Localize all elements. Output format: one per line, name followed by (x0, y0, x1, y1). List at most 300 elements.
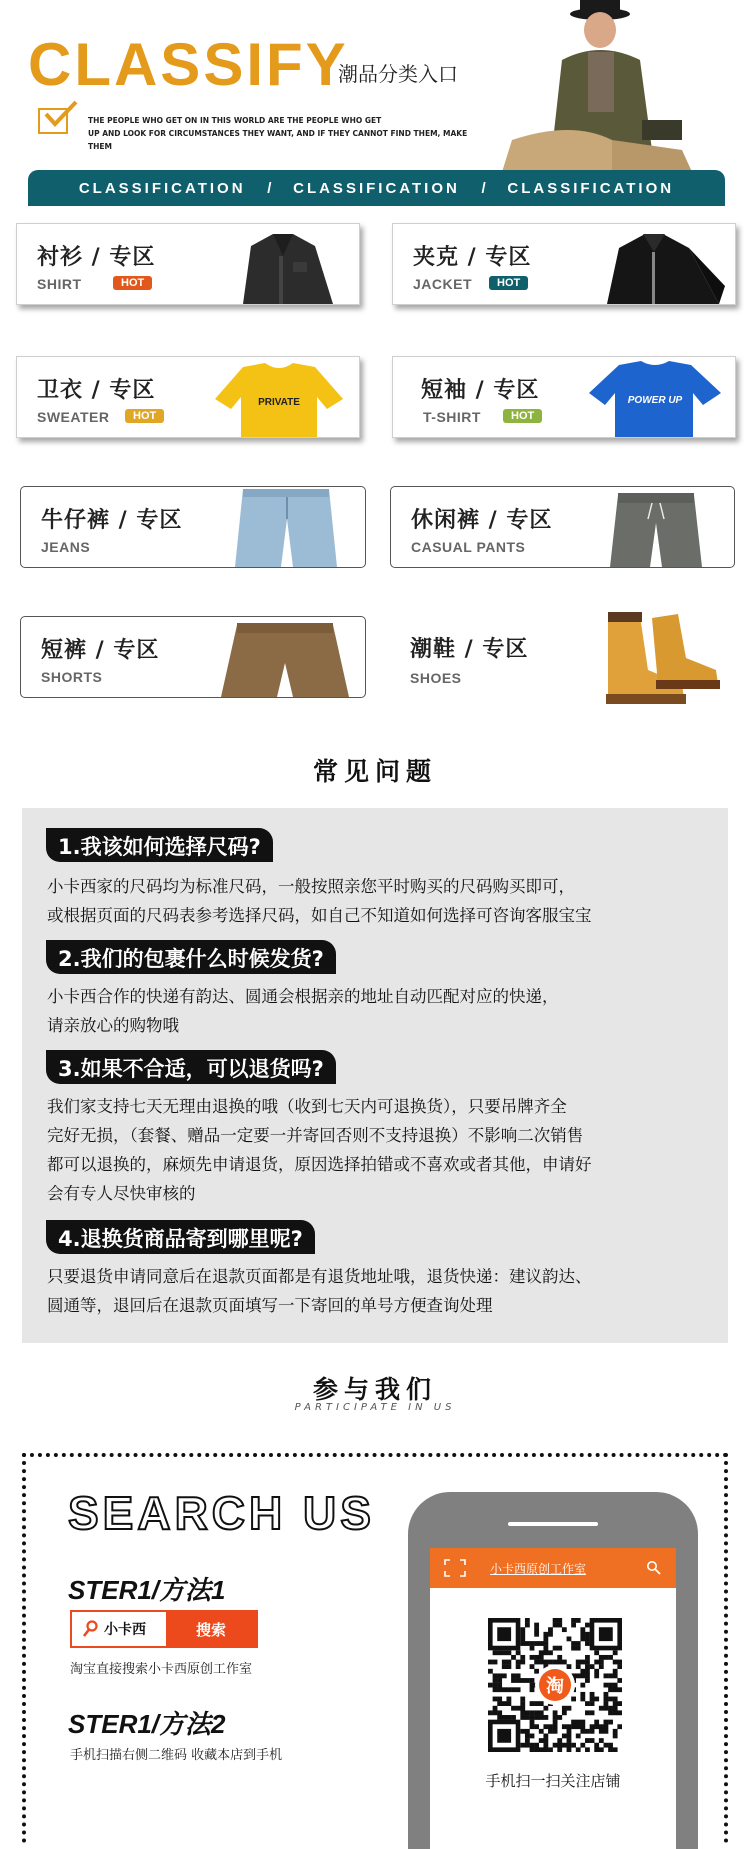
qr-module (608, 1697, 613, 1702)
qr-module (534, 1623, 539, 1628)
category-jacket[interactable] (392, 223, 736, 305)
qr-module (590, 1729, 595, 1734)
answer-line: 只要退货申请同意后在退款页面都是有退货地址哦，退货快递：建议韵达、 (47, 1267, 592, 1286)
qr-module (520, 1678, 525, 1683)
qr-module (497, 1650, 502, 1655)
qr-module (617, 1678, 622, 1683)
qr-module (557, 1655, 562, 1660)
qr-module (548, 1650, 553, 1655)
qr-module (562, 1627, 567, 1632)
qr-module (543, 1706, 548, 1711)
search-input[interactable] (72, 1612, 166, 1646)
qr-module (613, 1673, 618, 1678)
qr-module (608, 1720, 613, 1725)
qr-module (562, 1724, 567, 1729)
qr-module (576, 1618, 581, 1623)
slogan-line-2: UP AND LOOK FOR CIRCUMSTANCES THEY WANT, AND IF THEY CANNOT FIND THEM, MAKE THEM (88, 129, 468, 151)
qr-module (571, 1743, 576, 1748)
qr-module (497, 1678, 502, 1683)
qr-module (530, 1664, 535, 1669)
phone-mockup (408, 1492, 698, 1849)
qr-module (525, 1710, 530, 1715)
qr-module (543, 1715, 548, 1720)
qr-module (608, 1655, 613, 1660)
taobao-search-bar[interactable] (70, 1610, 258, 1648)
step1-label: STER1/方法1 (68, 1575, 226, 1605)
qr-module (576, 1747, 581, 1752)
qr-module (534, 1632, 539, 1637)
qr-module (580, 1636, 585, 1641)
qr-module (576, 1664, 581, 1669)
qr-module (576, 1720, 581, 1725)
qr-module (539, 1710, 544, 1715)
qr-module (585, 1664, 590, 1669)
qr-module (506, 1664, 511, 1669)
qr-module (520, 1627, 525, 1632)
qr-module (608, 1747, 613, 1752)
qr-module (585, 1701, 590, 1706)
category-title: 潮鞋 / 专区 (410, 637, 529, 662)
qr-module (543, 1743, 548, 1748)
hot-badge: HOT (113, 276, 152, 290)
qr-module (585, 1729, 590, 1734)
qr-module (525, 1623, 530, 1628)
qr-module (553, 1715, 558, 1720)
qr-module (543, 1734, 548, 1739)
qr-module (613, 1669, 618, 1674)
qr-module (511, 1673, 516, 1678)
qr-code[interactable] (488, 1618, 622, 1752)
casual-pants-image (578, 489, 728, 567)
qr-module (511, 1678, 516, 1683)
qr-module (534, 1724, 539, 1729)
taobao-logo-text: 淘 (546, 1676, 564, 1697)
qr-module (585, 1660, 590, 1665)
qr-module (525, 1738, 530, 1743)
category-en: JACKET (413, 276, 473, 292)
qr-module (497, 1701, 502, 1706)
qr-module (580, 1729, 585, 1734)
qr-module (599, 1729, 604, 1734)
qr-module (543, 1724, 548, 1729)
qr-module (571, 1618, 576, 1623)
qr-module (539, 1715, 544, 1720)
faq-question-1: 1.我该如何选择尺码? (46, 828, 273, 862)
qr-module (493, 1687, 498, 1692)
qr-module (516, 1673, 521, 1678)
qr-module (502, 1650, 507, 1655)
qr-module (580, 1692, 585, 1697)
qr-module (506, 1715, 511, 1720)
qr-module (493, 1683, 498, 1688)
jeans-image (209, 489, 359, 567)
qr-module (525, 1743, 530, 1748)
qr-module (543, 1641, 548, 1646)
qr-module (604, 1706, 609, 1711)
category-jeans[interactable] (20, 486, 366, 568)
qr-module (604, 1724, 609, 1729)
qr-module (520, 1706, 525, 1711)
qr-module (497, 1697, 502, 1702)
category-casual-pants[interactable] (390, 486, 735, 568)
qr-module (594, 1660, 599, 1665)
qr-module (506, 1660, 511, 1665)
qr-module (594, 1697, 599, 1702)
qr-module (613, 1687, 618, 1692)
qr-module (516, 1706, 521, 1711)
qr-module (585, 1632, 590, 1637)
qr-module (525, 1678, 530, 1683)
qr-module (534, 1641, 539, 1646)
qr-module (502, 1687, 507, 1692)
qr-module (548, 1729, 553, 1734)
faq-title: 常见问题 (312, 757, 437, 786)
participate-title: 参与我们 (312, 1375, 437, 1404)
category-title: 衬衫 / 专区 (37, 245, 156, 270)
qr-module (520, 1729, 525, 1734)
qr-module (580, 1720, 585, 1725)
bar-slash-2: / (481, 179, 486, 197)
qr-module (516, 1664, 521, 1669)
slogan-line-1: THE PEOPLE WHO GET ON IN THIS WORLD ARE THE PEOPLE WHO GET (88, 116, 382, 125)
faq-panel (22, 808, 728, 1343)
qr-module (571, 1641, 576, 1646)
participate-subtitle: PARTICIPATE IN US (294, 1402, 456, 1413)
qr-module (613, 1747, 618, 1752)
qr-module (520, 1660, 525, 1665)
qr-module (576, 1646, 581, 1651)
qr-module (604, 1720, 609, 1725)
qr-module (585, 1669, 590, 1674)
qr-module (502, 1664, 507, 1669)
qr-module (571, 1724, 576, 1729)
qr-module (525, 1715, 530, 1720)
step2-note: 手机扫描右侧二维码 收藏本店到手机 (70, 1748, 283, 1763)
qr-module (557, 1618, 562, 1623)
qr-module (590, 1692, 595, 1697)
qr-module (539, 1729, 544, 1734)
category-title: 短裤 / 专区 (41, 638, 160, 663)
qr-module (617, 1664, 622, 1669)
qr-module (580, 1632, 585, 1637)
qr-module (516, 1650, 521, 1655)
qr-module (562, 1710, 567, 1715)
faq-answer-1 (47, 872, 727, 930)
qr-module (608, 1687, 613, 1692)
shorts-image (209, 619, 359, 697)
qr-module (520, 1632, 525, 1637)
search-icon[interactable] (646, 1560, 662, 1576)
qr-module (604, 1743, 609, 1748)
category-tshirt[interactable] (392, 356, 736, 438)
qr-module (613, 1706, 618, 1711)
qr-module (530, 1747, 535, 1752)
qr-module (567, 1738, 572, 1743)
qr-module (539, 1641, 544, 1646)
qr-module (530, 1743, 535, 1748)
answer-line: 请亲放心的购物哦 (47, 1016, 179, 1035)
qr-module (590, 1664, 595, 1669)
qr-module (553, 1743, 558, 1748)
qr-module (511, 1655, 516, 1660)
qr-module (493, 1650, 498, 1655)
qr-module (530, 1701, 535, 1706)
qr-module (553, 1724, 558, 1729)
qr-module (594, 1669, 599, 1674)
answer-line: 小卡西合作的快递有韵达、圆通会根据亲的地址自动匹配对应的快递， (47, 987, 559, 1006)
qr-module (613, 1729, 618, 1734)
qr-module (562, 1706, 567, 1711)
phone-shop-name: 小卡西原创工作室 (490, 1561, 587, 1576)
qr-module (530, 1641, 535, 1646)
qr-module (548, 1724, 553, 1729)
qr-module (520, 1655, 525, 1660)
qr-module (548, 1660, 553, 1665)
qr-module (553, 1623, 558, 1628)
qr-module (613, 1650, 618, 1655)
qr-module (543, 1646, 548, 1651)
qr-module (502, 1701, 507, 1706)
qr-module (520, 1701, 525, 1706)
phone-screen (430, 1548, 676, 1849)
qr-module (580, 1724, 585, 1729)
qr-module (608, 1673, 613, 1678)
qr-module (530, 1710, 535, 1715)
qr-module (543, 1636, 548, 1641)
qr-module (567, 1734, 572, 1739)
qr-module (585, 1655, 590, 1660)
qr-module (604, 1701, 609, 1706)
qr-module (576, 1660, 581, 1665)
category-en: SHOES (410, 670, 462, 686)
bar-slash-1: / (267, 179, 272, 197)
qr-module (557, 1623, 562, 1628)
classify-header (0, 0, 750, 210)
qr-module (594, 1673, 599, 1678)
qr-module (608, 1743, 613, 1748)
qr-module (604, 1683, 609, 1688)
qr-module (567, 1636, 572, 1641)
qr-module (493, 1706, 498, 1711)
qr-module (617, 1660, 622, 1665)
category-en: T-SHIRT (423, 409, 481, 425)
qr-module (530, 1734, 535, 1739)
qr-module (617, 1710, 622, 1715)
qr-module (585, 1636, 590, 1641)
answer-line: 都可以退换的，麻烦先申请退货，原因选择拍错或不喜欢或者其他，申请好 (47, 1155, 592, 1174)
qr-finder (497, 1627, 511, 1641)
qr-module (599, 1664, 604, 1669)
qr-module (543, 1632, 548, 1637)
search-button[interactable]: 搜索 (166, 1612, 256, 1646)
qr-module (539, 1747, 544, 1752)
category-sweater[interactable] (16, 356, 360, 438)
qr-module (557, 1743, 562, 1748)
model-photo (492, 0, 700, 172)
qr-module (520, 1715, 525, 1720)
qr-module (608, 1683, 613, 1688)
qr-module (590, 1701, 595, 1706)
qr-module (590, 1710, 595, 1715)
answer-line: 会有专人尽快审核的 (47, 1184, 196, 1203)
category-title: 短袖 / 专区 (421, 378, 540, 403)
qr-module (571, 1646, 576, 1651)
qr-module (530, 1687, 535, 1692)
qr-module (576, 1734, 581, 1739)
qr-module (604, 1673, 609, 1678)
qr-module (613, 1734, 618, 1739)
qr-module (497, 1673, 502, 1678)
qr-module (506, 1701, 511, 1706)
category-shoes[interactable] (390, 600, 735, 710)
category-shirt[interactable] (16, 223, 360, 305)
qr-module (534, 1660, 539, 1665)
qr-module (493, 1673, 498, 1678)
qr-module (567, 1743, 572, 1748)
qr-module (534, 1715, 539, 1720)
qr-module (562, 1660, 567, 1665)
qr-module (502, 1715, 507, 1720)
qr-module (493, 1660, 498, 1665)
qr-module (543, 1747, 548, 1752)
qr-module (608, 1706, 613, 1711)
qr-module (576, 1724, 581, 1729)
qr-module (539, 1655, 544, 1660)
scan-icon[interactable] (444, 1559, 466, 1577)
qr-module (543, 1738, 548, 1743)
qr-module (516, 1687, 521, 1692)
qr-module (534, 1627, 539, 1632)
check-icon (42, 100, 78, 128)
qr-module (594, 1724, 599, 1729)
qr-module (488, 1669, 493, 1674)
category-en: JEANS (41, 539, 91, 555)
qr-module (553, 1646, 558, 1651)
qr-module (590, 1724, 595, 1729)
qr-module (543, 1660, 548, 1665)
sweater-image (203, 359, 353, 437)
qr-module (599, 1747, 604, 1752)
qr-module (534, 1743, 539, 1748)
category-title: 牛仔裤 / 专区 (41, 508, 183, 533)
qr-module (520, 1697, 525, 1702)
faq-answer-2 (47, 982, 727, 1040)
qr-module (594, 1747, 599, 1752)
qr-module (567, 1706, 572, 1711)
faq-answer-4 (47, 1262, 727, 1320)
category-title: 夹克 / 专区 (413, 245, 532, 270)
qr-module (580, 1673, 585, 1678)
qr-module (580, 1697, 585, 1702)
qr-module (520, 1641, 525, 1646)
qr-module (493, 1678, 498, 1683)
step2-label: STER1/方法2 (68, 1709, 226, 1739)
qr-finder (497, 1729, 511, 1743)
qr-module (585, 1678, 590, 1683)
qr-module (617, 1687, 622, 1692)
classify-subtitle: 潮品分类入口 (338, 62, 458, 86)
category-shorts[interactable] (20, 616, 366, 698)
answer-line: 小卡西家的尺码均为标准尺码，一般按照亲您平时购买的尺码购买即可， (47, 877, 575, 896)
answer-line: 圆通等，退回后在退款页面填写一下寄回的单号方便查询处理 (47, 1296, 493, 1315)
qr-module (534, 1710, 539, 1715)
qr-module (534, 1655, 539, 1660)
qr-module (502, 1660, 507, 1665)
qr-module (613, 1710, 618, 1715)
qr-module (493, 1697, 498, 1702)
bar-label-1: CLASSIFICATION (78, 179, 246, 197)
shirt-image (203, 226, 353, 304)
qr-module (553, 1660, 558, 1665)
qr-module (502, 1673, 507, 1678)
qr-module (604, 1697, 609, 1702)
faq-question-2: 2.我们的包裹什么时候发货? (46, 940, 336, 974)
faq-answer-3 (47, 1092, 727, 1208)
qr-module (585, 1738, 590, 1743)
qr-module (590, 1738, 595, 1743)
category-title: 卫衣 / 专区 (37, 378, 156, 403)
qr-module (511, 1687, 516, 1692)
qr-module (520, 1710, 525, 1715)
qr-module (617, 1701, 622, 1706)
sweater-print: PRIVATE (258, 397, 300, 408)
qr-module (553, 1710, 558, 1715)
hot-badge: HOT (125, 409, 164, 423)
qr-module (590, 1697, 595, 1702)
qr-module (567, 1664, 572, 1669)
qr-module (585, 1641, 590, 1646)
qr-module (580, 1660, 585, 1665)
qr-module (599, 1738, 604, 1743)
qr-module (613, 1683, 618, 1688)
category-en: SHORTS (41, 669, 103, 685)
qr-module (497, 1710, 502, 1715)
qr-module (525, 1641, 530, 1646)
qr-module (553, 1729, 558, 1734)
qr-module (553, 1618, 558, 1623)
faq-question-3: 3.如果不合适，可以退货吗? (46, 1050, 336, 1084)
qr-module (511, 1715, 516, 1720)
qr-module (562, 1734, 567, 1739)
qr-module (557, 1747, 562, 1752)
category-en: SHIRT (37, 276, 82, 292)
qr-module (599, 1706, 604, 1711)
qr-module (599, 1660, 604, 1665)
slogan (88, 114, 488, 153)
qr-module (567, 1729, 572, 1734)
qr-module (516, 1678, 521, 1683)
qr-module (488, 1683, 493, 1688)
qr-module (613, 1697, 618, 1702)
hot-badge: HOT (489, 276, 528, 290)
qr-module (580, 1683, 585, 1688)
qr-module (516, 1660, 521, 1665)
qr-module (493, 1710, 498, 1715)
qr-module (557, 1660, 562, 1665)
qr-module (604, 1655, 609, 1660)
qr-module (525, 1618, 530, 1623)
qr-module (580, 1743, 585, 1748)
qr-module (497, 1687, 502, 1692)
phone-search-bar[interactable] (430, 1548, 676, 1588)
qr-module (511, 1706, 516, 1711)
qr-module (571, 1720, 576, 1725)
qr-module (548, 1747, 553, 1752)
qr-module (543, 1650, 548, 1655)
category-en: SWEATER (37, 409, 110, 425)
qr-module (594, 1720, 599, 1725)
qr-module (506, 1697, 511, 1702)
